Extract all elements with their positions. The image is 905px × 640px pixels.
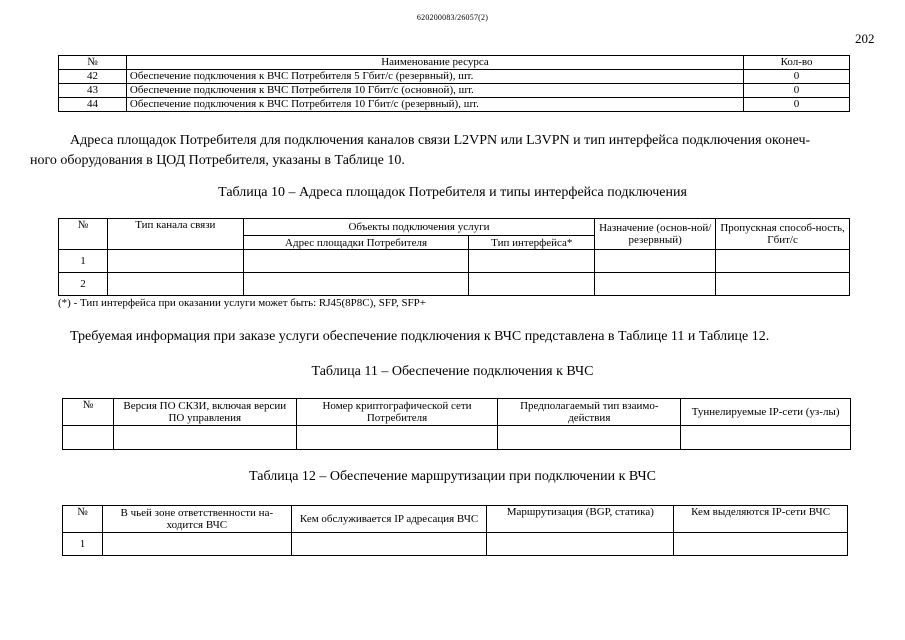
column-header-service-objects: Объекты подключения услуги — [243, 219, 595, 236]
empty-cell — [102, 533, 291, 556]
column-header-quantity: Кол-во — [744, 56, 850, 70]
column-header-ip-addressing: Кем обслуживается IP адресация ВЧС — [291, 506, 487, 533]
empty-cell — [243, 273, 469, 296]
column-header-responsibility-zone: В чьей зоне ответственности на-ходится ВЧС — [102, 506, 291, 533]
table-header-row — [59, 219, 850, 236]
resources-table — [58, 55, 850, 112]
empty-cell — [674, 533, 848, 556]
empty-cell — [595, 273, 716, 296]
column-header-interface-type: Тип интерфейса* — [469, 236, 595, 250]
column-header-interaction-type: Предполагаемый тип взаимо-действия — [498, 399, 681, 426]
column-header-resource-name: Наименование ресурса — [126, 56, 743, 70]
table-row — [59, 273, 850, 296]
row-number: 2 — [59, 273, 108, 296]
resource-name: Обеспечение подключения к ВЧС Потребителя 5 Гбит/с (резервный), шт. — [126, 70, 743, 84]
empty-cell — [716, 273, 850, 296]
empty-cell — [291, 533, 487, 556]
column-header-crypto-network: Номер криптографической сети Потребителя — [296, 399, 498, 426]
row-number: 42 — [59, 70, 127, 84]
page-number: 202 — [855, 31, 875, 46]
table-row — [59, 84, 850, 98]
resource-quantity: 0 — [744, 84, 850, 98]
column-header-channel-type: Тип канала связи — [107, 219, 243, 250]
table-row — [63, 533, 848, 556]
column-header-tunneled-networks: Туннелируемые IP-сети (уз-лы) — [681, 399, 851, 426]
column-header-number: № — [63, 506, 103, 533]
table-header-row — [63, 399, 851, 426]
table11 — [62, 398, 851, 450]
document-id: 620200083/26057(2) — [416, 13, 489, 22]
table-header-row — [59, 56, 850, 70]
paragraph-addresses-line2: ного оборудования в ЦОД Потребителя, указаны в Таблице 10. — [30, 153, 405, 168]
table10-footnote: (*) - Тип интерфейса при оказании услуги может быть: RJ45(8P8C), SFP, SFP+ — [58, 297, 426, 309]
table-header-row — [63, 506, 848, 533]
paragraph-order-info: Требуемая информация при заказе услуги обеспечение подключения к ВЧС представлена в Таблице 11 и Таблице 12. — [70, 329, 770, 344]
empty-cell — [113, 426, 296, 450]
column-header-ip-networks-owner: Кем выделяются IP-сети ВЧС — [674, 506, 848, 533]
row-number: 1 — [59, 250, 108, 273]
empty-cell — [487, 533, 674, 556]
resource-name: Обеспечение подключения к ВЧС Потребителя 10 Гбит/с (резервный), шт. — [126, 98, 743, 112]
column-header-number: № — [59, 219, 108, 250]
column-header-routing: Маршрутизация (BGP, статика) — [487, 506, 674, 533]
empty-cell — [63, 426, 114, 450]
column-header-skzi-version: Версия ПО СКЗИ, включая версии ПО управления — [113, 399, 296, 426]
column-header-address: Адрес площадки Потребителя — [243, 236, 469, 250]
row-number: 1 — [63, 533, 103, 556]
table10-caption: Таблица 10 – Адреса площадок Потребителя и типы интерфейса подключения — [218, 185, 687, 200]
table12 — [62, 505, 848, 556]
table-row — [59, 250, 850, 273]
empty-cell — [469, 273, 595, 296]
table11-caption: Таблица 11 – Обеспечение подключения к ВЧС — [311, 364, 594, 379]
empty-cell — [595, 250, 716, 273]
empty-cell — [498, 426, 681, 450]
row-number: 44 — [59, 98, 127, 112]
empty-cell — [296, 426, 498, 450]
row-number: 43 — [59, 84, 127, 98]
table-row — [59, 70, 850, 84]
column-header-bandwidth: Пропускная способ-ность, Гбит/с — [716, 219, 850, 250]
resource-name: Обеспечение подключения к ВЧС Потребителя 10 Гбит/с (основной), шт. — [126, 84, 743, 98]
table10 — [58, 218, 850, 296]
empty-cell — [243, 250, 469, 273]
column-header-number: № — [63, 399, 114, 426]
resource-quantity: 0 — [744, 70, 850, 84]
paragraph-addresses-line1: Адреса площадок Потребителя для подключения каналов связи L2VPN или L3VPN и тип интерфейса подключения оконеч- — [70, 133, 811, 148]
column-header-number: № — [59, 56, 127, 70]
empty-cell — [681, 426, 851, 450]
empty-cell — [469, 250, 595, 273]
table12-caption: Таблица 12 – Обеспечение маршрутизации при подключении к ВЧС — [249, 469, 656, 484]
empty-cell — [107, 273, 243, 296]
column-header-purpose: Назначение (основ-ной/ резервный) — [595, 219, 716, 250]
empty-cell — [716, 250, 850, 273]
table-row — [63, 426, 851, 450]
resource-quantity: 0 — [744, 98, 850, 112]
empty-cell — [107, 250, 243, 273]
table-row — [59, 98, 850, 112]
